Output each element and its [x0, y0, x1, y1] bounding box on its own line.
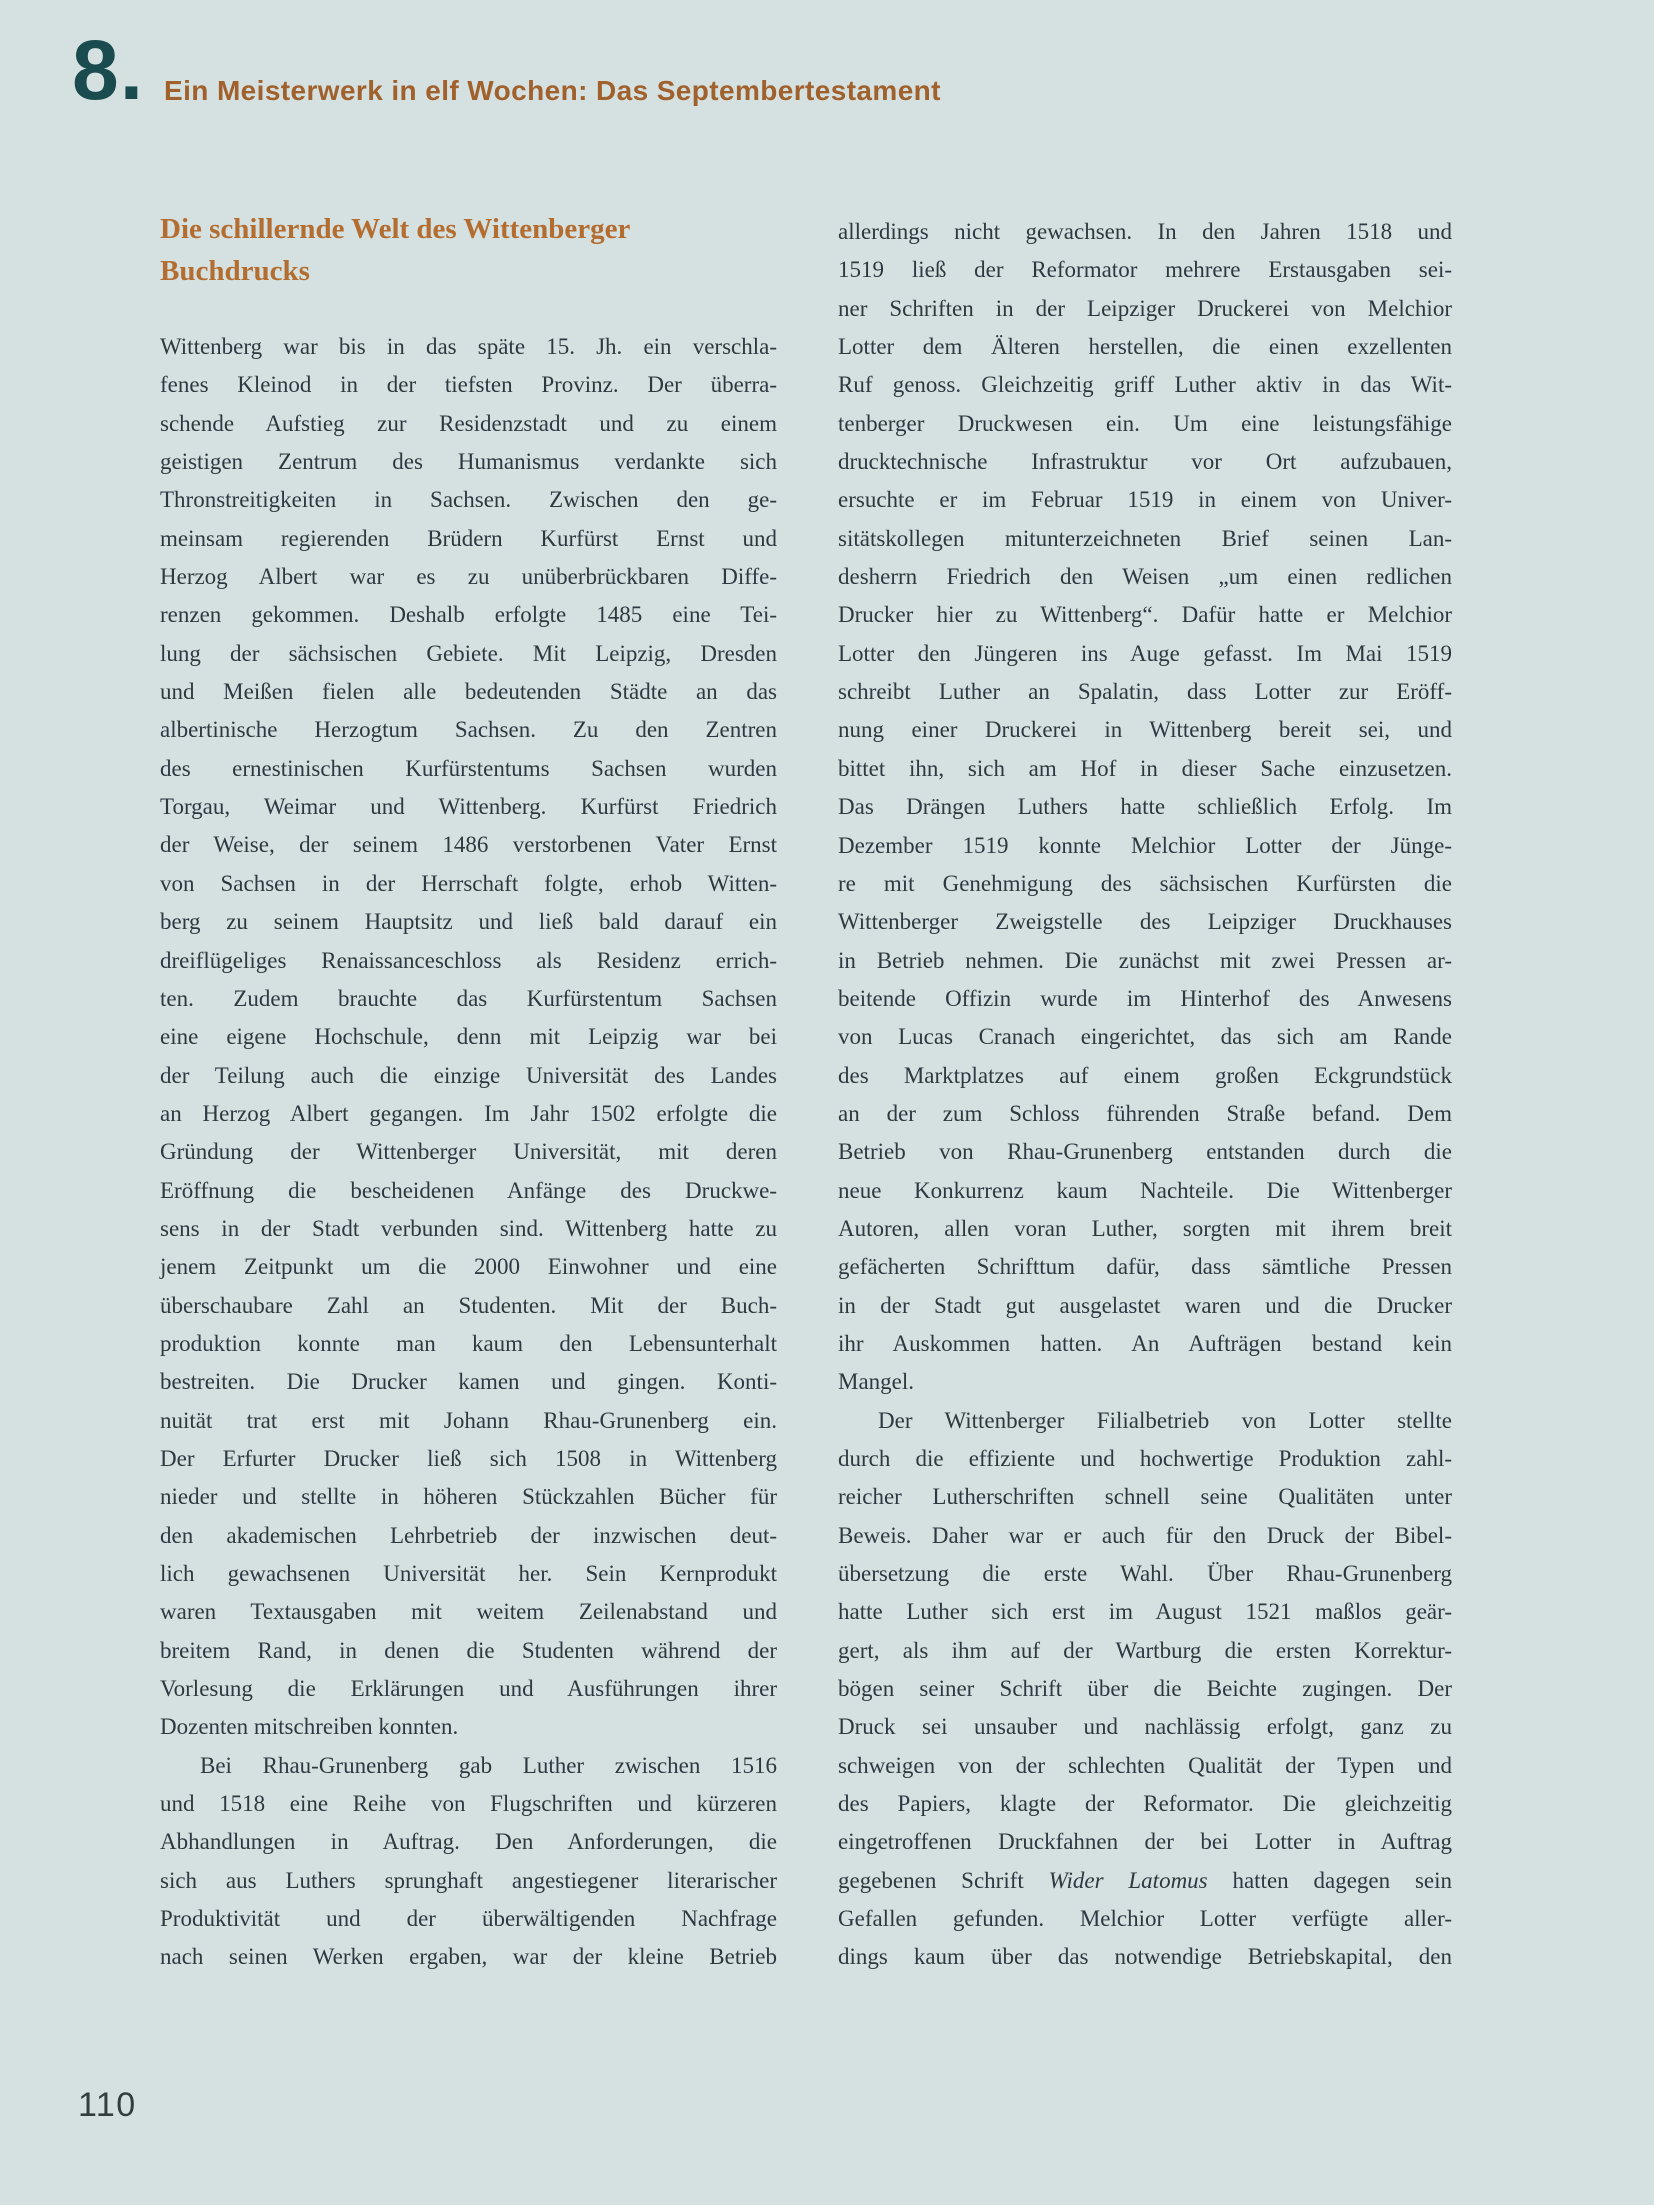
- text-line: breitem Rand, in denen die Studenten während der: [160, 1637, 777, 1663]
- text-line: des Papiers, klagte der Reformator. Die gleichzeitig: [838, 1791, 1452, 1817]
- text-line: ner Schriften in der Leipziger Druckerei von Melchior: [838, 295, 1452, 321]
- text-line: schweigen von der schlechten Qualität der Typen und: [838, 1752, 1452, 1778]
- text-line: Der Erfurter Drucker ließ sich 1508 in Wittenberg: [160, 1445, 777, 1471]
- text-line: meinsam regierenden Brüdern Kurfürst Ernst und: [160, 525, 777, 551]
- text-line: ihr Auskommen hatten. An Aufträgen bestand kein: [838, 1330, 1452, 1356]
- text-line: des Marktplatzes auf einem großen Eckgrundstück: [838, 1062, 1452, 1088]
- text-line: in der Stadt gut ausgelastet waren und die Drucker: [838, 1292, 1452, 1318]
- text-line: beitende Offizin wurde im Hinterhof des Anwesens: [838, 985, 1452, 1011]
- text-line: Dezember 1519 konnte Melchior Lotter der Jünge-: [838, 832, 1452, 858]
- text-line: reicher Lutherschriften schnell seine Qualitäten unter: [838, 1484, 1452, 1510]
- page-number: 110: [78, 2086, 137, 2124]
- text-line: sens in der Stadt verbunden sind. Wittenberg hatte zu: [160, 1215, 777, 1241]
- text-line: und Meißen fielen alle bedeutenden Städte an das: [160, 679, 777, 705]
- text-line: geistigen Zentrum des Humanismus verdankte sich: [160, 449, 777, 475]
- text-line: bittet ihn, sich am Hof in dieser Sache einzusetzen.: [838, 755, 1452, 781]
- chapter-number: 8.: [72, 23, 145, 117]
- text-line: desherrn Friedrich den Weisen „um einen redlichen: [838, 564, 1452, 590]
- text-line: tenberger Druckwesen ein. Um eine leistungsfähige: [838, 410, 1452, 436]
- text-line: 1519 ließ der Reformator mehrere Erstausgaben sei-: [838, 257, 1452, 283]
- text-line: Lotter dem Älteren herstellen, die einen exzellenten: [838, 334, 1452, 360]
- text-line: den akademischen Lehrbetrieb der inzwischen deut-: [160, 1522, 777, 1548]
- text-line: Produktivität und der überwältigenden Nachfrage: [160, 1906, 777, 1932]
- text-line: Drucker hier zu Wittenberg“. Dafür hatte er Melchior: [838, 602, 1452, 628]
- text-line: berg zu seinem Hauptsitz und ließ bald darauf ein: [160, 909, 777, 935]
- text-line: dreiflügeliges Renaissanceschloss als Residenz errich-: [160, 947, 777, 973]
- text-line: lung der sächsischen Gebiete. Mit Leipzig, Dresden: [160, 640, 777, 666]
- text-line: Bei Rhau-Grunenberg gab Luther zwischen 1516: [200, 1752, 777, 1778]
- text-line: nach seinen Werken ergaben, war der kleine Betrieb: [160, 1944, 777, 1970]
- text-line: Vorlesung die Erklärungen und Ausführungen ihrer: [160, 1676, 777, 1702]
- text-line: von Lucas Cranach eingerichtet, das sich am Rande: [838, 1024, 1452, 1050]
- text-line: übersetzung die erste Wahl. Über Rhau-Grunenberg: [838, 1561, 1452, 1587]
- text-line: Beweis. Daher war er auch für den Druck der Bibel-: [838, 1522, 1452, 1548]
- text-line: in Betrieb nehmen. Die zunächst mit zwei Pressen ar-: [838, 947, 1452, 973]
- section-heading: [160, 208, 777, 292]
- text-line: Torgau, Weimar und Wittenberg. Kurfürst Friedrich: [160, 794, 777, 820]
- text-line: ersuchte er im Februar 1519 in einem von Univer-: [838, 487, 1452, 513]
- text-line: waren Textausgaben mit weitem Zeilenabstand und: [160, 1599, 777, 1625]
- text-line: renzen gekommen. Deshalb erfolgte 1485 eine Tei-: [160, 602, 777, 628]
- text-line: sitätskollegen mitunterzeichneten Brief seinen Lan-: [838, 525, 1452, 551]
- text-line: Thronstreitigkeiten in Sachsen. Zwischen den ge-: [160, 487, 777, 513]
- text-line: Druck sei unsauber und nachlässig erfolgt, ganz zu: [838, 1714, 1452, 1740]
- text-line: eingetroffenen Druckfahnen der bei Lotter in Auftrag: [838, 1829, 1452, 1855]
- text-column-right: [838, 213, 1452, 1977]
- text-line: Lotter den Jüngeren ins Auge gefasst. Im Mai 1519: [838, 640, 1452, 666]
- text-line: der Weise, der seinem 1486 verstorbenen Vater Ernst: [160, 832, 777, 858]
- text-line: Das Drängen Luthers hatte schließlich Erfolg. Im: [838, 794, 1452, 820]
- text-line: eine eigene Hochschule, denn mit Leipzig war bei: [160, 1024, 777, 1050]
- text-line: Autoren, allen voran Luther, sorgten mit ihrem breit: [838, 1215, 1452, 1241]
- text-line: nuität trat erst mit Johann Rhau-Grunenberg ein.: [160, 1407, 777, 1433]
- text-line: Herzog Albert war es zu unüberbrückbaren Diffe-: [160, 564, 777, 590]
- text-line: albertinische Herzogtum Sachsen. Zu den Zentren: [160, 717, 777, 743]
- text-line: nung einer Druckerei in Wittenberg bereit sei, und: [838, 717, 1452, 743]
- text-line: gegebenen Schrift Wider Latomus hatten dagegen sein: [838, 1867, 1452, 1893]
- text-line: fenes Kleinod in der tiefsten Provinz. Der überra-: [160, 372, 777, 398]
- text-line: Der Wittenberger Filialbetrieb von Lotter stellte: [878, 1407, 1452, 1433]
- text-line: durch die effiziente und hochwertige Produktion zahl-: [838, 1446, 1452, 1471]
- text-line: nieder und stellte in höheren Stückzahlen Bücher für: [160, 1484, 777, 1510]
- text-line: Dozenten mitschreiben konnten.: [160, 1714, 459, 1740]
- text-line: lich gewachsenen Universität her. Sein Kernprodukt: [160, 1561, 777, 1586]
- section-heading-line: Buchdrucks: [160, 255, 310, 287]
- text-line: ten. Zudem brauchte das Kurfürstentum Sachsen: [160, 985, 777, 1011]
- text-line: Abhandlungen in Auftrag. Den Anforderungen, die: [160, 1829, 777, 1855]
- text-line: von Sachsen in der Herrschaft folgte, erhob Witten-: [160, 870, 777, 896]
- chapter-title: Ein Meisterwerk in elf Wochen: Das Septembertestament: [164, 75, 941, 106]
- text-line: hatte Luther sich erst im August 1521 maßlos geär-: [838, 1599, 1452, 1625]
- text-line: bestreiten. Die Drucker kamen und gingen. Konti-: [160, 1369, 777, 1395]
- text-column-left: [160, 208, 777, 1977]
- text-line: an Herzog Albert gegangen. Im Jahr 1502 erfolgte die: [160, 1100, 777, 1126]
- text-line: an der zum Schloss führenden Straße befand. Dem: [838, 1100, 1452, 1126]
- section-heading-line: Die schillernde Welt des Wittenberger: [160, 213, 631, 245]
- text-line: Eröffnung die bescheidenen Anfänge des Druckwe-: [160, 1177, 777, 1203]
- text-line: neue Konkurrenz kaum Nachteile. Die Wittenberger: [838, 1177, 1452, 1203]
- text-line: schende Aufstieg zur Residenzstadt und zu einem: [160, 410, 777, 436]
- text-line: des ernestinischen Kurfürstentums Sachsen wurden: [160, 755, 777, 781]
- text-line: gefächerten Schrifttum dafür, dass sämtliche Pressen: [838, 1254, 1452, 1280]
- text-line: drucktechnische Infrastruktur vor Ort aufzubauen,: [838, 449, 1452, 475]
- text-line: sich aus Luthers sprunghaft angestiegener literarischer: [160, 1867, 777, 1893]
- text-line: der Teilung auch die einzige Universität des Landes: [160, 1062, 777, 1088]
- text-line: re mit Genehmigung des sächsischen Kurfürsten die: [838, 870, 1452, 896]
- text-line: Wittenberg war bis in das späte 15. Jh. ein verschla-: [160, 334, 777, 359]
- text-line: Gründung der Wittenberger Universität, mit deren: [160, 1139, 777, 1165]
- text-line: allerdings nicht gewachsen. In den Jahren 1518 und: [838, 219, 1452, 244]
- text-line: gert, als ihm auf der Wartburg die ersten Korrektur-: [838, 1637, 1452, 1663]
- text-line: Ruf genoss. Gleichzeitig griff Luther aktiv in das Wit-: [838, 372, 1452, 398]
- text-line: dings kaum über das notwendige Betriebskapital, den: [838, 1944, 1452, 1970]
- text-line: jenem Zeitpunkt um die 2000 Einwohner und eine: [160, 1254, 777, 1280]
- text-line: bögen seiner Schrift über die Beichte zugingen. Der: [838, 1676, 1452, 1702]
- text-line: Betrieb von Rhau-Grunenberg entstanden durch die: [838, 1139, 1452, 1165]
- text-line: produktion konnte man kaum den Lebensunterhalt: [160, 1330, 777, 1356]
- text-line: überschaubare Zahl an Studenten. Mit der Buch-: [160, 1292, 777, 1318]
- text-line: Wittenberger Zweigstelle des Leipziger Druckhauses: [838, 909, 1452, 935]
- text-line: Gefallen gefunden. Melchior Lotter verfügte aller-: [838, 1906, 1452, 1932]
- text-line: und 1518 eine Reihe von Flugschriften und kürzeren: [160, 1791, 777, 1817]
- text-line: Mangel.: [838, 1369, 915, 1395]
- text-line: schreibt Luther an Spalatin, dass Lotter zur Eröff-: [838, 679, 1452, 705]
